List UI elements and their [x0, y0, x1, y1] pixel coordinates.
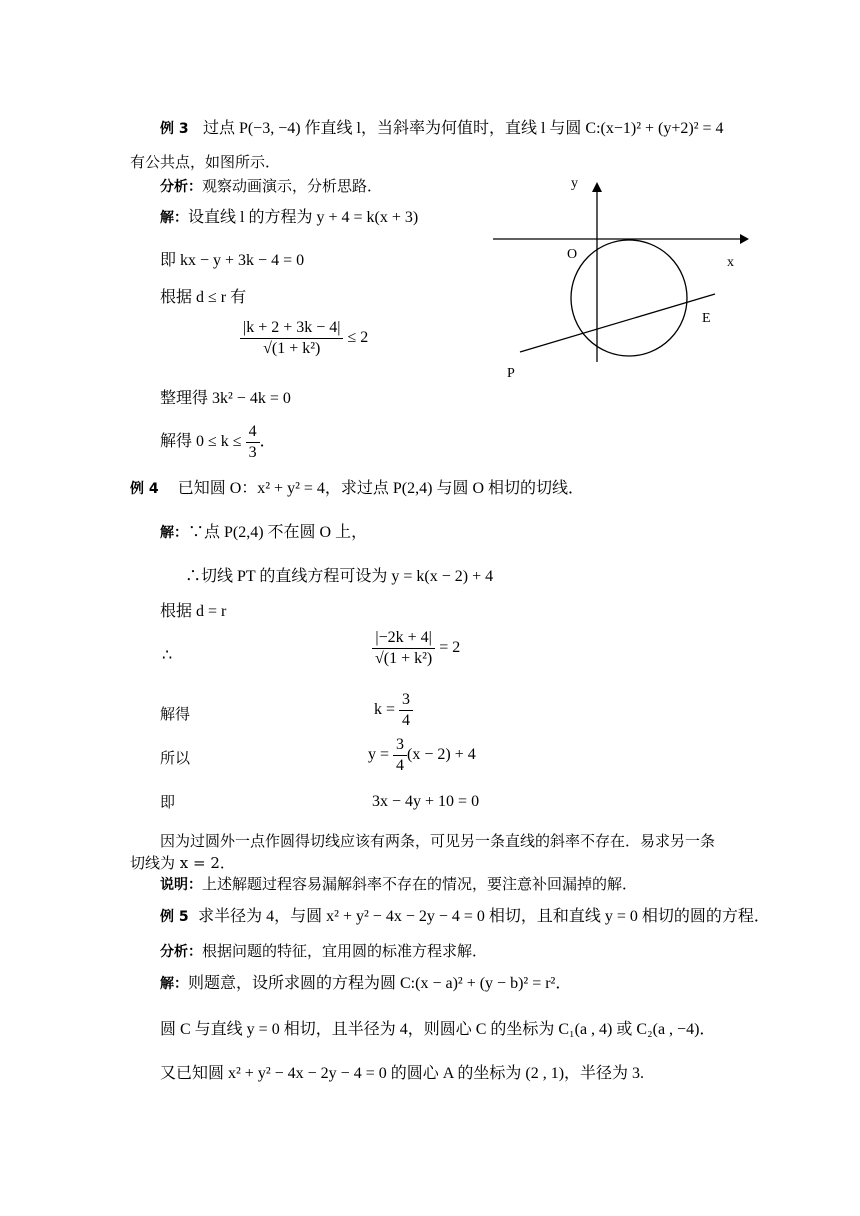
example-5-solution: [160, 973, 571, 994]
circle-c: [571, 240, 687, 356]
solution-text: ∵点 P(2,4) 不在圆 O 上，: [188, 524, 368, 541]
example-3-step-3: 整理得 3k² − 4k = 0: [160, 390, 291, 407]
example-5-line-3: 又已知圆 x² + y² − 4x − 2y − 4 = 0 的圆心 A 的坐标为 (2 , 1)，半径为 3.: [160, 1065, 645, 1082]
solution-label: 解：: [160, 525, 188, 541]
y-prefix: y =: [368, 746, 390, 764]
solution-text: 则题意，设所求圆的方程为圆 C:(x − a)² + (y − b)² = r²．: [188, 975, 572, 992]
example-3-inequality: [240, 318, 368, 359]
x-axis-arrow-icon: [740, 234, 749, 244]
note-text: 上述解题过程容易漏解斜率不存在的情况，要注意补回漏掉的解．: [202, 875, 638, 893]
example-4-title-line: [130, 478, 584, 499]
example-3-question-cont: 有公共点，如图所示．: [130, 153, 281, 171]
example-3-analysis: [160, 176, 382, 197]
example-4-label: 例 4: [130, 481, 159, 497]
fraction-numerator: |k + 2 + 3k − 4|: [240, 318, 343, 339]
circle-line-figure: [487, 172, 752, 382]
example-5-label: 例 5: [160, 909, 189, 925]
inequality-rhs: ≤ 2: [347, 329, 369, 347]
fraction-numerator: 4: [246, 422, 260, 443]
fraction-numerator: |−2k + 4|: [372, 628, 435, 649]
solution-label: 解：: [160, 210, 188, 226]
point-e-label: E: [702, 311, 711, 326]
so-label: 所以: [160, 749, 191, 767]
step-4-fraction: [246, 422, 260, 463]
y-axis-arrow-icon: [592, 182, 602, 192]
y-axis-label: y: [571, 176, 578, 191]
y-suffix: (x − 2) + 4: [407, 746, 476, 764]
x-axis-label: x: [727, 255, 734, 270]
example-5-line-2: 圆 C 与直线 y = 0 相切，且半径为 4，则圆心 C 的坐标为 C₁(a , 4) 或 C₂(a , −4)．: [160, 1021, 716, 1038]
example-4-line-pt: ∴切线 PT 的直线方程可设为 y = k(x − 2) + 4: [185, 568, 494, 585]
line-l: [520, 294, 715, 352]
solve-label: 解得: [160, 705, 191, 723]
example-3-step-4: [160, 422, 276, 463]
solution-text: 设直线 l 的方程为 y + 4 = k(x + 3): [188, 209, 419, 226]
origin-label: O: [567, 247, 578, 262]
general-form-equation: 3x − 4y + 10 = 0: [372, 793, 480, 810]
therefore-symbol: ∴: [162, 647, 173, 664]
fraction-numerator: 3: [393, 735, 407, 756]
fraction-denominator: 3: [248, 444, 257, 461]
note-label: 说明：: [160, 877, 202, 893]
explanation-paragraph-2: 切线为 x = 2．: [130, 854, 235, 872]
example-5-analysis: [160, 941, 487, 962]
k-fraction: [399, 690, 413, 731]
analysis-text: 观察动画演示，分析思路．: [202, 177, 383, 195]
example-4-note: [160, 874, 637, 895]
example-3-solution: [160, 207, 418, 228]
analysis-label: 分析：: [160, 944, 202, 960]
k-prefix: k =: [374, 701, 396, 719]
analysis-text: 根据问题的特征，宜用圆的标准方程求解．: [202, 942, 488, 960]
step-4-end: ．: [259, 433, 276, 451]
explanation-paragraph-1: 因为过圆外一点作圆得切线应该有两条，可见另一条直线的斜率不存在．易求另一条: [160, 832, 716, 850]
step-4-prefix: 解得 0 ≤ k ≤: [160, 433, 242, 451]
fraction-denominator: √(1 + k²): [375, 650, 433, 667]
example-4-question: 已知圆 O：x² + y² = 4，求过点 P(2,4) 与圆 O 相切的切线．: [177, 480, 585, 497]
ie-label: 即: [160, 793, 176, 811]
inequality-fraction: [240, 318, 343, 359]
fraction-denominator: √(1 + k²): [263, 340, 321, 357]
example-4-equation: [372, 628, 460, 669]
tangent-line-equation: [368, 735, 476, 776]
solution-label: 解：: [160, 976, 188, 992]
example-3-step-2: 根据 d ≤ r 有: [160, 289, 247, 306]
equation-rhs: = 2: [439, 639, 461, 657]
equation-fraction: [372, 628, 435, 669]
fraction-numerator: 3: [399, 690, 413, 711]
example-5-question: 求半径为 4，与圆 x² + y² − 4x − 2y − 4 = 0 相切，且和直线 y = 0 相切的圆的方程．: [198, 908, 770, 925]
fraction-denominator: 4: [402, 712, 411, 729]
fraction-denominator: 4: [396, 757, 405, 774]
example-3-step-1: 即 kx − y + 3k − 4 = 0: [160, 252, 305, 269]
example-4-by-d: 根据 d = r: [160, 603, 227, 620]
example-3-question: 过点 P(−3, −4) 作直线 l，当斜率为何值时，直线 l 与圆 C:(x−1)² + (y+2)² = 4: [202, 120, 724, 137]
example-5-title-line: [160, 906, 770, 927]
y-fraction: [393, 735, 407, 776]
example-3-title-line: [160, 118, 724, 139]
analysis-label: 分析：: [160, 179, 202, 195]
example-3-label: 例 3: [160, 121, 189, 137]
point-p-label: P: [507, 366, 515, 381]
example-4-solution: [160, 522, 367, 543]
k-value: [374, 690, 413, 731]
